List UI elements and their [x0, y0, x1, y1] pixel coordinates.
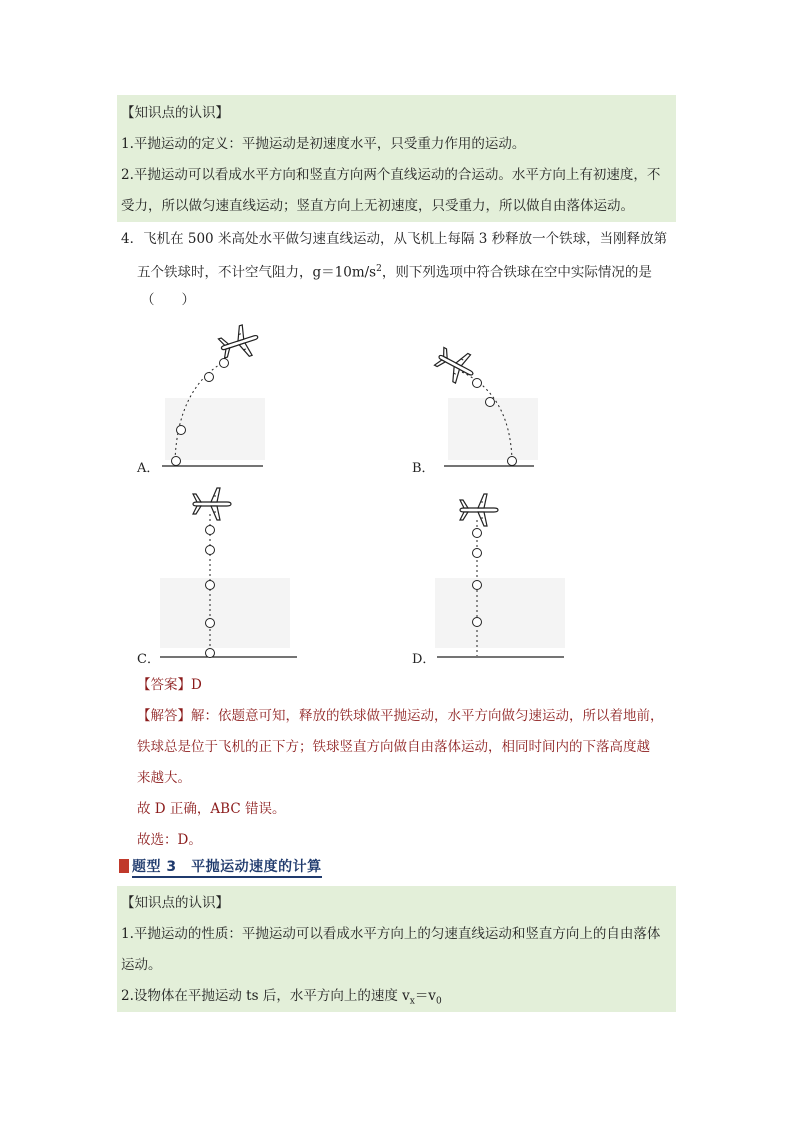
explanation-line-3: 来越大。 — [137, 770, 191, 786]
airplane-icon — [193, 488, 231, 520]
faint-block-d — [435, 578, 565, 648]
ball-a-1 — [172, 457, 181, 466]
knowledge-point-2b: 受力，所以做匀速直线运动；竖直方向上无初速度，只受重力，所以做自由落体运动。 — [121, 198, 634, 214]
velocity-text: 2.设物体在平抛运动 ts 后，水平方向上的速度 v — [121, 988, 410, 1004]
explanation-line-1 — [137, 707, 664, 725]
option-b-label: B． — [412, 461, 435, 476]
knowledge-point-2a: 2.平抛运动可以看成水平方向和竖直方向两个直线运动的合运动。水平方向上有初速度，不 — [121, 167, 661, 183]
knowledge-title-2: 【知识点的认识】 — [121, 895, 229, 911]
superscript-2: 2 — [376, 264, 382, 274]
question-line-2-rest: ，则下列选项中符合铁球在空中实际情况的是 — [381, 264, 652, 281]
option-d-label: D． — [412, 652, 436, 667]
question-line-2-text: 五个铁球时，不计空气阻力，g＝10m/s — [137, 264, 377, 281]
ball-c-1 — [206, 526, 215, 535]
subscript-0: 0 — [435, 996, 442, 1007]
explanation-text-1: 解：依题意可知，释放的铁球做平抛运动，水平方向做匀速运动，所以着地前， — [191, 708, 664, 724]
ball-c-3 — [206, 581, 215, 590]
knowledge2-point-1a: 1.平抛运动的性质：平抛运动可以看成水平方向上的匀速直线运动和竖直方向上的自由落体 — [121, 926, 661, 942]
conclusion-line: 故 D 正确，ABC 错误。 — [137, 801, 286, 817]
ball-c-5 — [206, 649, 215, 658]
question-line-1: 4．飞机在 500 米高处水平做匀速直线运动，从飞机上每隔 3 秒释放一个铁球，当刚释放第 — [121, 231, 668, 247]
subscript-x: x — [409, 996, 415, 1007]
faint-block-b — [448, 398, 538, 460]
ball-a-3 — [205, 373, 214, 382]
ball-d-4 — [473, 618, 482, 627]
section-title: 题型 3 平抛运动速度的计算 — [132, 859, 322, 878]
ball-d-2 — [473, 549, 482, 558]
option-a-label: A． — [137, 461, 160, 476]
option-c-label: C． — [137, 652, 160, 667]
knowledge2-point-2 — [121, 987, 442, 1011]
ball-b-3 — [508, 457, 517, 466]
ball-c-4 — [206, 619, 215, 628]
answer-blank: （ ） — [141, 292, 195, 308]
ball-b-1 — [473, 379, 482, 388]
velocity-equals: ＝v — [414, 988, 436, 1004]
ball-b-2 — [486, 398, 495, 407]
knowledge2-point-1b: 运动。 — [121, 957, 162, 973]
ball-d-1 — [473, 529, 482, 538]
ball-a-2 — [177, 426, 186, 435]
explanation-line-2: 铁球总是位于飞机的正下方；铁球竖直方向做自由落体运动，相同时间内的下落高度越 — [137, 739, 650, 755]
ball-d-3 — [473, 581, 482, 590]
ball-a-4 — [220, 359, 229, 368]
knowledge-title-1: 【知识点的认识】 — [121, 105, 229, 121]
choice-line: 故选：D。 — [137, 832, 202, 848]
knowledge-point-1: 1.平抛运动的定义：平抛运动是初速度水平，只受重力作用的运动。 — [121, 136, 526, 152]
heading-marker — [119, 859, 129, 873]
answer-label: 【答案】D — [137, 677, 202, 693]
airplane-icon — [460, 494, 498, 526]
section-heading — [119, 856, 322, 876]
faint-block-c — [160, 578, 290, 648]
ball-c-2 — [206, 546, 215, 555]
explanation-label: 【解答】 — [137, 708, 191, 724]
airplane-icon — [217, 322, 263, 364]
